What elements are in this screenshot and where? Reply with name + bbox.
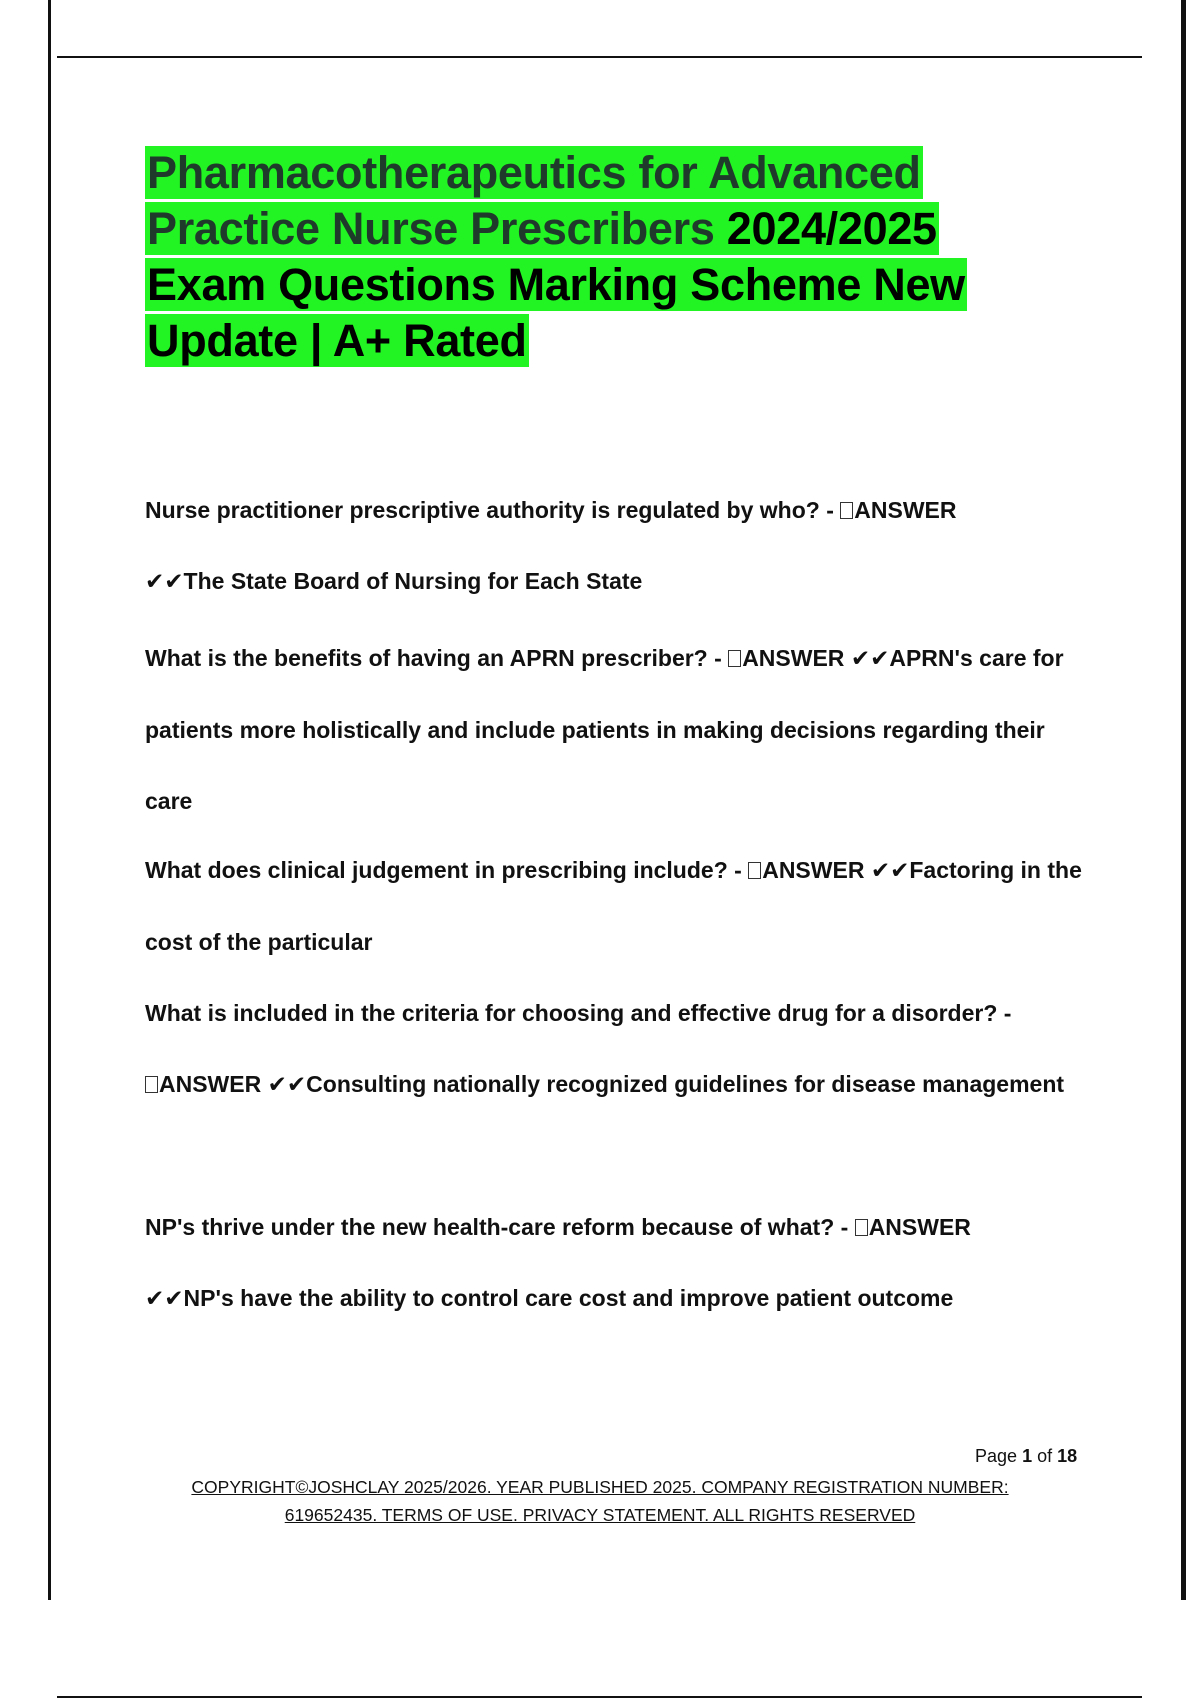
missing-glyph-icon (855, 1219, 868, 1236)
question-text: Nurse practitioner prescriptive authority is regulated by who? - (145, 497, 834, 523)
answer-label: ANSWER (868, 1214, 971, 1240)
document-title (145, 145, 1065, 369)
answer-text: APRN's care for patients more holistically and include patients in making decisions regarding their care (145, 645, 1064, 814)
page-total: 18 (1057, 1446, 1078, 1466)
missing-glyph-icon (748, 862, 761, 879)
double-check-icon: ✔✔ (850, 646, 890, 672)
qa-item (145, 475, 1085, 618)
copyright-line-1: COPYRIGHT©JOSHCLAY 2025/2026. YEAR PUBLISHED 2025. COMPANY REGISTRATION NUMBER: (191, 1477, 1009, 1497)
qa-item (145, 1192, 1085, 1335)
question-text: What is included in the criteria for choosing and effective drug for a disorder? - (145, 1000, 1012, 1026)
footer-rule (57, 1696, 1142, 1698)
question-text: NP's thrive under the new health-care reform because of what? - (145, 1214, 849, 1240)
question-text: What does clinical judgement in prescribing include? - (145, 857, 742, 883)
copyright-line-2: 619652435. TERMS OF USE. PRIVACY STATEMENT. ALL RIGHTS RESERVED (284, 1505, 916, 1525)
answer-label: ANSWER (742, 645, 845, 671)
answer-text: Factoring in the cost of the particular (145, 857, 1082, 955)
double-check-icon: ✔✔ (870, 858, 910, 884)
qa-item (145, 978, 1085, 1121)
title-part-2: 2024/2025 Exam Questions Marking Scheme New Update | A+ Rated (147, 203, 965, 366)
qa-item (145, 623, 1085, 837)
double-check-icon: ✔✔ (145, 1286, 184, 1312)
answer-text: NP's have the ability to control care cost and improve patient outcome (183, 1285, 954, 1311)
page-left-border (48, 0, 51, 1600)
page-number (975, 1446, 1077, 1467)
missing-glyph-icon (728, 650, 741, 667)
copyright-notice (150, 1473, 1050, 1529)
double-check-icon: ✔✔ (267, 1072, 307, 1098)
page-of: of (1037, 1446, 1053, 1466)
qa-item (145, 835, 1085, 978)
double-check-icon: ✔✔ (145, 569, 184, 595)
answer-label: ANSWER (854, 497, 957, 523)
answer-text: Consulting nationally recognized guidelines for disease management (306, 1071, 1065, 1097)
header-rule (57, 56, 1142, 58)
answer-label: ANSWER (762, 857, 865, 883)
missing-glyph-icon (840, 502, 853, 519)
page-current: 1 (1022, 1446, 1033, 1466)
title-part-1: Pharmacotherapeutics for Advanced Practice Nurse Prescribers (147, 147, 921, 254)
answer-text: The State Board of Nursing for Each State (183, 568, 643, 594)
question-text: What is the benefits of having an APRN prescriber? - (145, 645, 722, 671)
page-right-border (1181, 0, 1186, 1600)
missing-glyph-icon (145, 1076, 158, 1093)
page-prefix: Page (975, 1446, 1018, 1466)
answer-label: ANSWER (159, 1071, 262, 1097)
